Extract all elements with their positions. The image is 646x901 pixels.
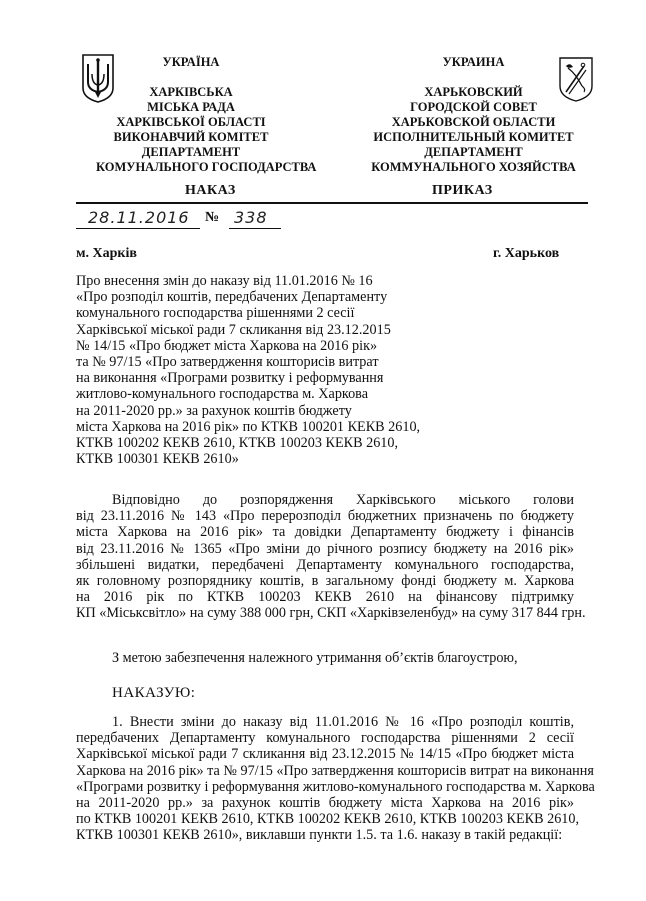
number-underline — [229, 228, 281, 229]
header-divider — [76, 202, 588, 204]
subject-line: Харківської міської ради 7 скликання від 23.12.2015 — [76, 321, 391, 338]
header-left — [96, 55, 317, 175]
header-left-line: ХАРКІВСЬКА — [149, 85, 233, 99]
paragraph-line: на 2016 рік по КТКВ 100203 КЕКВ 2610 на фінансову підтримку — [76, 589, 574, 606]
country-ua: УКРАЇНА — [162, 55, 220, 69]
paragraph-line: як головному розпоряднику коштів, в загальному фонді бюджету м. Харкова — [76, 573, 574, 590]
paragraph-line: передбачених Департаменту комунального господарства рішеннями 2 сесії — [76, 730, 574, 747]
header-right-line: ИСПОЛНИТЕЛЬНЫЙ КОМИТЕТ — [373, 130, 574, 144]
order-date: 28.11.2016 — [88, 208, 190, 227]
paragraph-item-1 — [76, 714, 595, 844]
subject-line: житлово-комунального господарства м. Харкова — [76, 386, 368, 403]
paragraph-basis — [76, 492, 586, 622]
paragraph-line: Відповідно до розпорядження Харківського міського голови — [112, 492, 574, 508]
paragraph-line: збільшені видатки, передбачені Департаменту комунального господарства, — [76, 556, 574, 573]
paragraph-line: 1. Внести зміни до наказу від 11.01.2016 № 16 «Про розподіл коштів, — [112, 714, 574, 730]
paragraph-line: міста Харкова на 2016 рік» та довідки Департаменту бюджету і фінансів — [76, 524, 574, 541]
header-right — [371, 55, 576, 175]
subject-line: та № 97/15 «Про затвердження кошторисів витрат — [76, 354, 379, 371]
paragraph-line: КП «Міськсвітло» на суму 388 000 грн, СКП «Харківзеленбуд» на суму 317 844 грн. — [76, 605, 586, 622]
header-left-line: КОМУНАЛЬНОГО ГОСПОДАРСТВА — [96, 160, 317, 174]
subject-line: КТКВ 100301 КЕКВ 2610» — [76, 451, 239, 468]
subject-line: № 14/15 «Про бюджет міста Харкова на 2016 рік» — [76, 337, 378, 354]
subject-line: «Про розподіл коштів, передбачених Департаменту — [76, 289, 388, 306]
paragraph-line: від 23.11.2016 № 1365 «Про зміни до річного розпису бюджету на 2016 рік» — [76, 540, 574, 557]
header-right-line: ГОРОДСКОЙ СОВЕТ — [410, 100, 537, 114]
date-underline — [76, 228, 200, 229]
paragraph-purpose: З метою забезпечення належного утримання об’єктів благоустрою, — [112, 650, 518, 666]
header-right-line: ХАРЬКОВСКИЙ — [424, 85, 523, 99]
subject-line: міста Харкова на 2016 рік» по КТКВ 100201 КЕКВ 2610, — [76, 418, 421, 435]
order-word: НАКАЗУЮ: — [112, 685, 196, 701]
header-right-line: ХАРЬКОВСКОЙ ОБЛАСТИ — [391, 115, 556, 129]
header-left-line: ХАРКІВСЬКОЇ ОБЛАСТІ — [116, 115, 266, 129]
paragraph-line: Харкова на 2016 рік» та № 97/15 «Про затвердження кошторисів витрат на виконання — [76, 762, 594, 779]
header-left-line: МІСЬКА РАДА — [147, 100, 235, 114]
doc-type-ru: ПРИКАЗ — [432, 183, 493, 198]
doc-type-ua: НАКАЗ — [185, 183, 236, 198]
subject-line: КТКВ 100202 КЕКВ 2610, КТКВ 100203 КЕКВ 2610, — [76, 435, 399, 452]
place-ua: м. Харків — [76, 246, 137, 261]
paragraph-line: «Програми розвитку і реформування житлово-комунального господарства м. Харкова — [76, 778, 595, 795]
subject-line: на 2011-2020 рр.» за рахунок коштів бюджету — [76, 402, 352, 419]
paragraph-line: КТКВ 100301 КЕКВ 2610», виклавши пункти 1.5. та 1.6. наказу в такій редакції: — [76, 827, 563, 844]
paragraph-line: на 2011-2020 рр.» за рахунок коштів бюджету міста Харкова на 2016 рік» — [76, 795, 574, 812]
order-number: 338 — [234, 208, 268, 227]
order-number-label: № — [205, 210, 220, 225]
subject-line: комунального господарства рішеннями 2 сесії — [76, 305, 355, 322]
paragraph-line: Харківської міської ради 7 скликання від 23.12.2015 № 14/15 «Про бюджет міста — [76, 746, 574, 763]
subject-block — [76, 273, 420, 467]
paragraph-line: по КТКВ 100201 КЕКВ 2610, КТКВ 100202 КЕКВ 2610, КТКВ 100203 КЕКВ 2610, — [76, 811, 580, 828]
subject-line: на виконання «Програми розвитку і реформування — [76, 370, 384, 387]
place-ru: г. Харьков — [493, 246, 560, 261]
country-ru: УКРАИНА — [442, 55, 505, 69]
header-left-line: ДЕПАРТАМЕНТ — [141, 145, 241, 159]
header-right-line: КОММУНАЛЬНОГО ХОЗЯЙСТВА — [371, 160, 576, 174]
subject-line: Про внесення змін до наказу від 11.01.2016 № 16 — [76, 273, 373, 289]
header-left-line: ВИКОНАВЧИЙ КОМІТЕТ — [113, 130, 269, 144]
header-right-line: ДЕПАРТАМЕНТ — [424, 145, 523, 159]
paragraph-line: від 23.11.2016 № 143 «Про перерозподіл бюджетних призначень по бюджету — [76, 508, 574, 525]
